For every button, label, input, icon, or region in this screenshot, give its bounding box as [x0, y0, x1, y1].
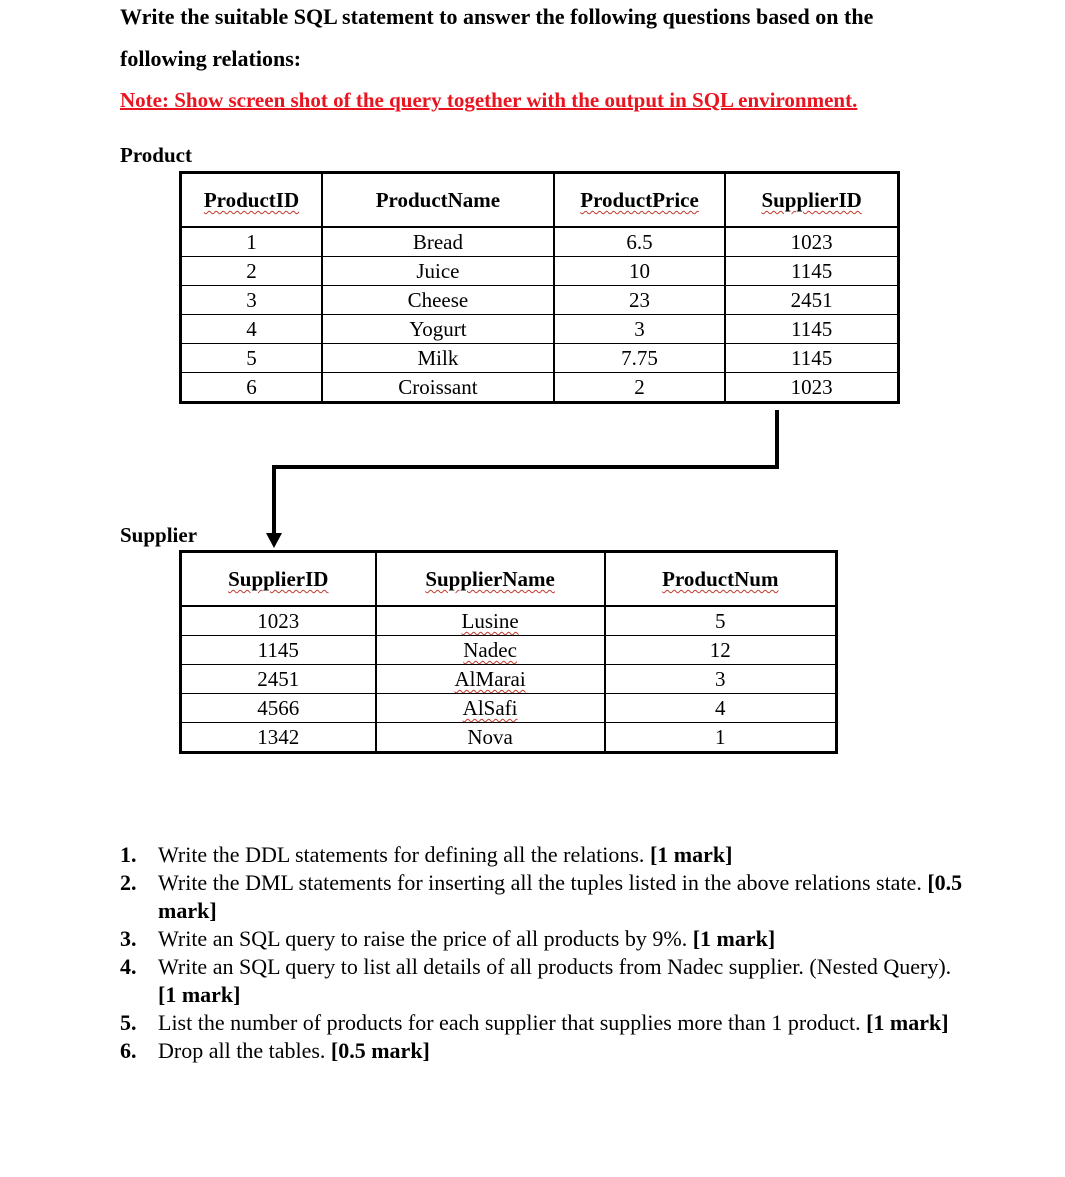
cell: 2451	[181, 665, 376, 694]
question-mark: [1 mark]	[692, 926, 776, 951]
cell: 3	[181, 286, 323, 315]
product-header-supplierid: SupplierID	[725, 173, 898, 228]
cell: Bread	[322, 227, 554, 257]
question-mark: [1 mark]	[866, 1010, 949, 1035]
cell: 3	[554, 315, 725, 344]
cell: 4566	[181, 694, 376, 723]
connector-line	[274, 410, 777, 537]
list-item	[120, 1037, 965, 1065]
list-item	[120, 925, 965, 953]
table-row	[181, 636, 837, 665]
question-text: List the number of products for each supplier that supplies more than 1 product.	[158, 1010, 861, 1035]
cell: 1	[181, 227, 323, 257]
table-row	[181, 606, 837, 636]
cell: 1145	[725, 344, 898, 373]
intro-line-1: Write the suitable SQL statement to answer the following questions based on the	[120, 4, 874, 29]
cell: 1023	[725, 373, 898, 403]
supplier-header-row	[181, 552, 837, 607]
note: Note: Show screen shot of the query together with the output in SQL environment.	[120, 88, 858, 112]
cell: Nadec	[376, 636, 605, 665]
cell: 12	[605, 636, 837, 665]
question-text: Drop all the tables.	[158, 1038, 326, 1063]
cell: 4	[605, 694, 837, 723]
foreign-key-arrow	[0, 0, 1065, 560]
supplier-header-productnum: ProductNum	[605, 552, 837, 607]
question-mark: [0.5 mark]	[158, 870, 963, 923]
question-number: 6.	[120, 1038, 137, 1063]
cell: 6.5	[554, 227, 725, 257]
cell: 1023	[725, 227, 898, 257]
question-list	[120, 841, 965, 1065]
cell: Yogurt	[322, 315, 554, 344]
product-header-productname: ProductName	[322, 173, 554, 228]
list-item	[120, 841, 965, 869]
cell: Juice	[322, 257, 554, 286]
cell: 1145	[181, 636, 376, 665]
question-number: 5.	[120, 1010, 137, 1035]
question-mark: [1 mark]	[649, 842, 733, 867]
list-item	[120, 1009, 965, 1037]
product-header-productprice: ProductPrice	[554, 173, 725, 228]
cell: 10	[554, 257, 725, 286]
supplier-header-suppliername: SupplierName	[376, 552, 605, 607]
supplier-header-supplierid: SupplierID	[181, 552, 376, 607]
cell: 2451	[725, 286, 898, 315]
cell: Nova	[376, 723, 605, 753]
arrowhead-icon	[266, 533, 282, 548]
cell: 23	[554, 286, 725, 315]
cell: 1145	[725, 257, 898, 286]
cell: 1023	[181, 606, 376, 636]
cell: Croissant	[322, 373, 554, 403]
question-mark: [0.5 mark]	[330, 1038, 430, 1063]
question-text: Write the DDL statements for defining all the relations.	[158, 842, 645, 867]
cell: 1	[605, 723, 837, 753]
cell: 6	[181, 373, 323, 403]
question-text: Write an SQL query to raise the price of all products by 9%.	[158, 926, 688, 951]
cell: Lusine	[376, 606, 605, 636]
question-text: Write an SQL query to list all details of all products from Nadec supplier. (Nested Query).	[158, 954, 952, 979]
question-number: 3.	[120, 926, 137, 951]
list-item	[120, 869, 965, 925]
cell: 5	[605, 606, 837, 636]
cell: 7.75	[554, 344, 725, 373]
cell: 2	[181, 257, 323, 286]
cell: 4	[181, 315, 323, 344]
question-text: Write the DML statements for inserting all the tuples listed in the above relations state.	[158, 870, 922, 895]
cell: Cheese	[322, 286, 554, 315]
cell: 5	[181, 344, 323, 373]
cell: 1145	[725, 315, 898, 344]
supplier-label: Supplier	[120, 523, 198, 547]
supplier-table	[179, 550, 838, 754]
product-label: Product	[120, 143, 192, 167]
intro-line-2: following relations:	[120, 46, 302, 71]
cell: AlMarai	[376, 665, 605, 694]
cell: 2	[554, 373, 725, 403]
table-row	[181, 694, 837, 723]
cell: 1342	[181, 723, 376, 753]
list-item	[120, 953, 965, 1009]
question-number: 2.	[120, 870, 137, 895]
question-number: 4.	[120, 954, 137, 979]
cell: AlSafi	[376, 694, 605, 723]
cell: 3	[605, 665, 837, 694]
question-number: 1.	[120, 842, 137, 867]
product-header-productid: ProductID	[181, 173, 323, 228]
table-row	[181, 665, 837, 694]
cell: Milk	[322, 344, 554, 373]
table-row	[181, 723, 837, 753]
question-mark: [1 mark]	[158, 982, 241, 1007]
